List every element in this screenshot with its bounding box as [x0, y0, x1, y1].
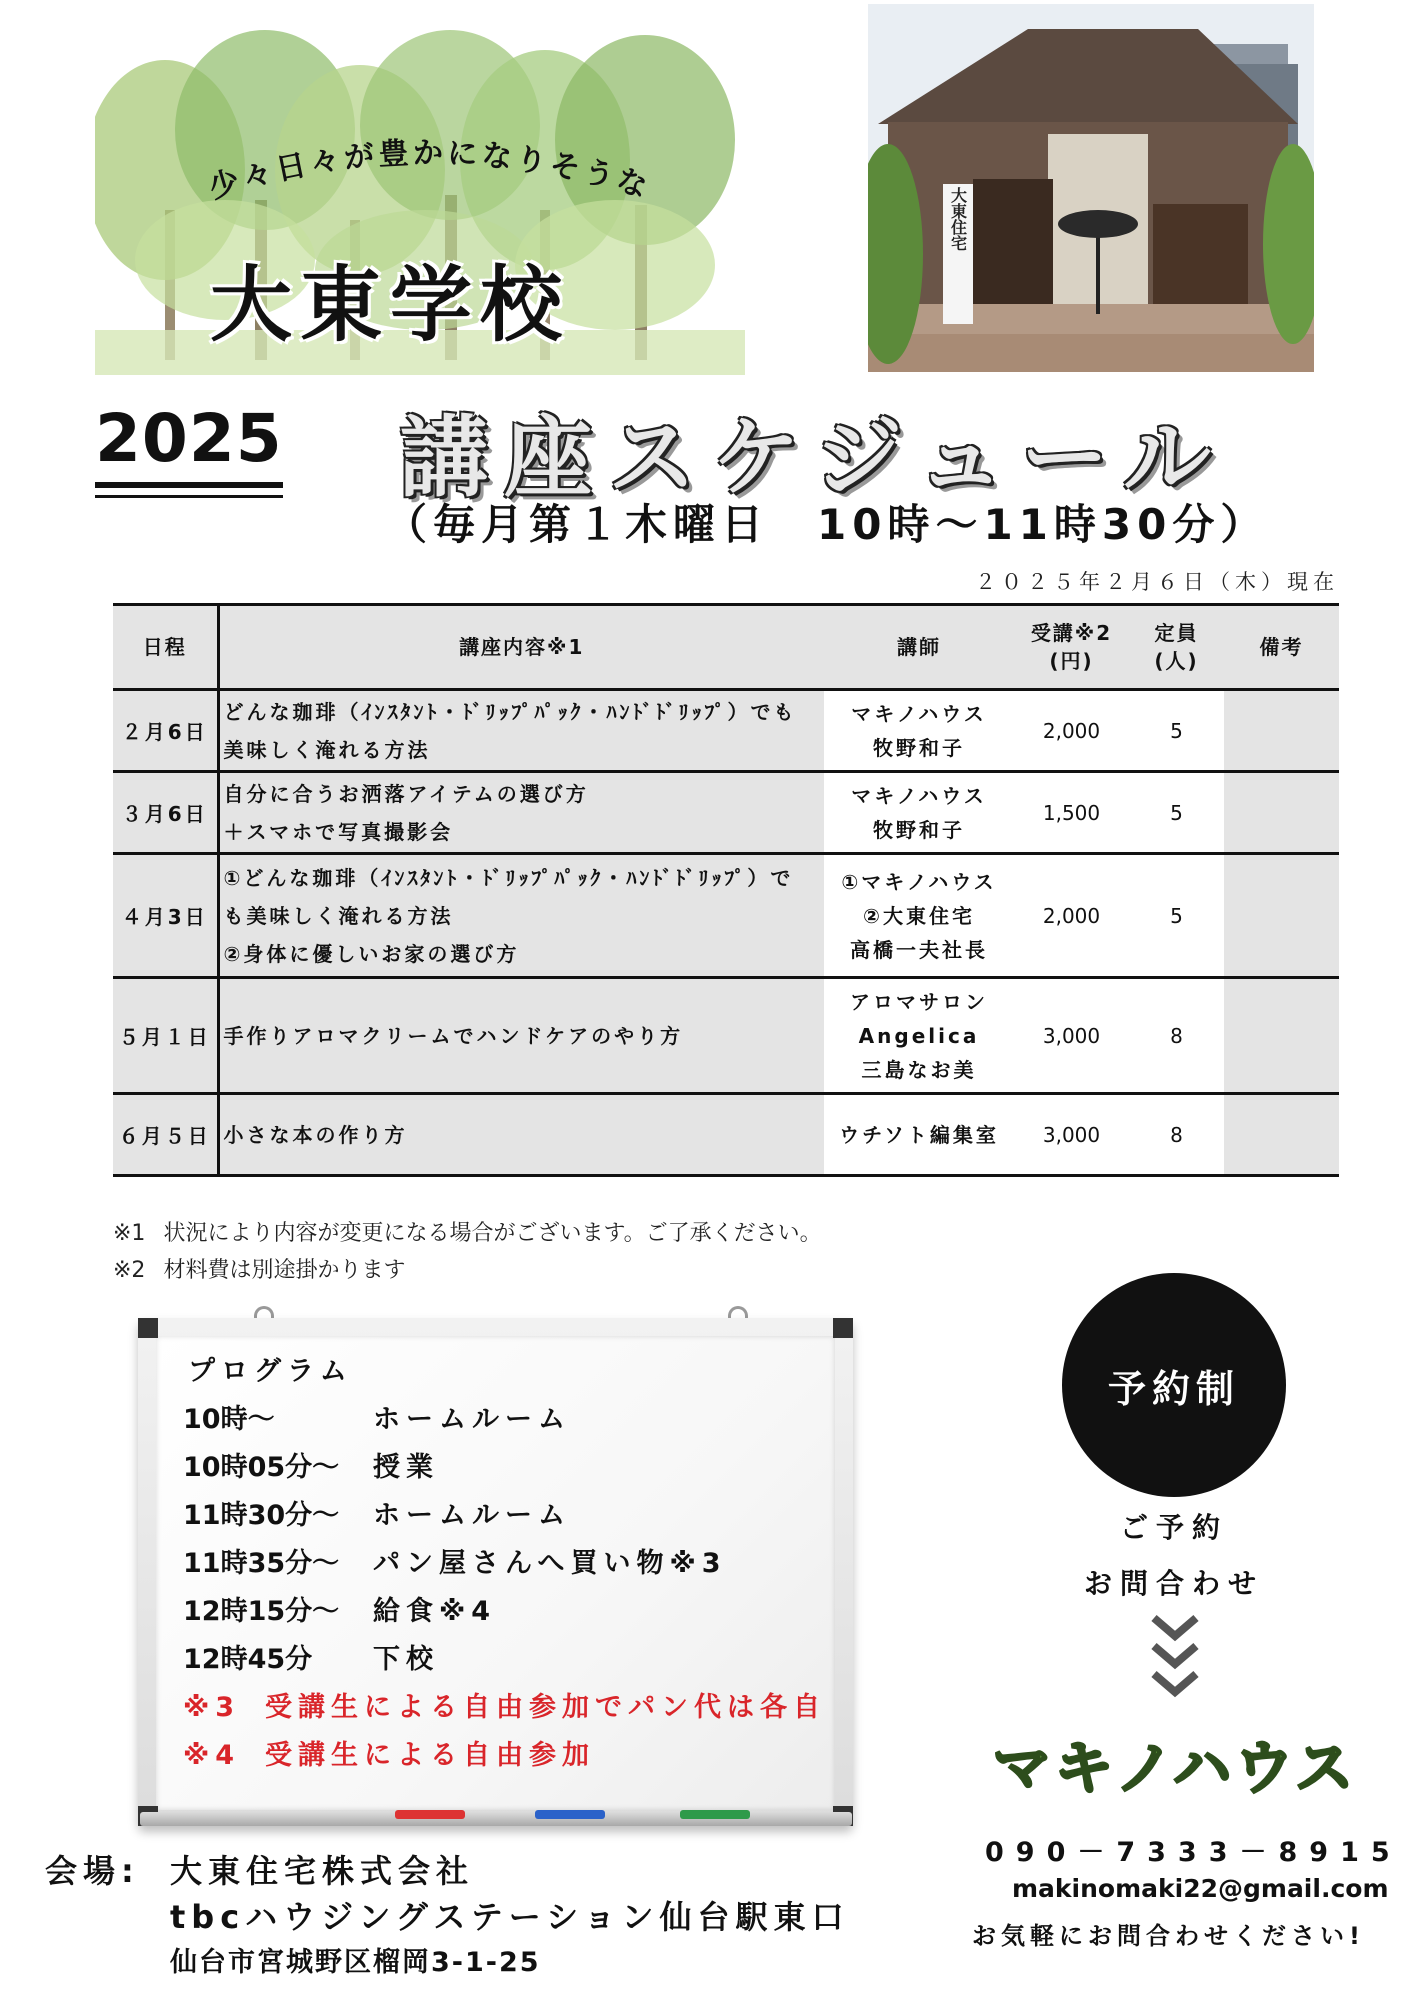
program-item: 10時～ ホームルーム	[183, 1404, 571, 1435]
phone-number[interactable]: 090－7333－8915	[985, 1837, 1402, 1868]
contact-heading: ご予約 お問合わせ	[1083, 1511, 1264, 1600]
chevron-down-icon	[1148, 1612, 1202, 1704]
program-note: ※4 受講生による自由参加	[183, 1740, 595, 1771]
schedule-time-subtitle: （毎月第１木曜日 10時～11時30分）	[385, 500, 1269, 549]
venue-address: 仙台市宮城野区榴岡3-1-25	[170, 1947, 541, 1978]
row-fee: 3,000	[1014, 978, 1129, 1094]
whiteboard-corner	[833, 1318, 853, 1338]
row-date: ５月１日	[113, 978, 218, 1094]
footnote: ※2 材料費は別途掛かります	[113, 1258, 406, 1283]
row-note	[1224, 854, 1339, 978]
header-fee: 受講※2 (円)	[1014, 605, 1129, 690]
table-header-row	[113, 605, 1339, 690]
table-row	[113, 978, 1339, 1094]
green-marker-icon	[680, 1810, 750, 1819]
table-row	[113, 1094, 1339, 1176]
whiteboard-corner	[138, 1318, 158, 1338]
venue-info	[45, 1848, 850, 1986]
table-row	[113, 854, 1339, 978]
row-capacity: 5	[1129, 854, 1224, 978]
building-photo	[868, 4, 1314, 372]
venue-label: 会場:	[45, 1852, 140, 1890]
program-item: 12時15分～ 給食※4	[183, 1596, 497, 1627]
header-date: 日程	[113, 605, 218, 690]
footnotes	[113, 1215, 822, 1289]
school-title: 大東学校	[210, 258, 571, 353]
row-fee: 1,500	[1014, 772, 1129, 854]
makino-house-logo	[980, 1722, 1370, 1810]
row-date: ３月6日	[113, 772, 218, 854]
program-item: 12時45分 下校	[183, 1644, 439, 1675]
row-content: 小さな本の作り方	[218, 1094, 824, 1176]
table-row	[113, 772, 1339, 854]
row-teacher: アロマサロン Angelica 三島なお美	[824, 978, 1014, 1094]
program-item: 11時35分～ パン屋さんへ買い物※3	[183, 1548, 727, 1579]
red-marker-icon	[395, 1810, 465, 1819]
program-note: ※3 受講生による自由参加でパン代は各自	[183, 1692, 826, 1723]
schedule-title: 講座スケジュール	[400, 406, 1227, 509]
header-content: 講座内容※1	[218, 605, 824, 690]
table-row	[113, 690, 1339, 772]
venue-name: 大東住宅株式会社	[170, 1852, 475, 1890]
row-note	[1224, 1094, 1339, 1176]
tagline-arc	[150, 138, 710, 228]
program-item: 11時30分～ ホームルーム	[183, 1500, 571, 1531]
program-item: 10時05分～ 授業	[183, 1452, 439, 1483]
program-list	[183, 1348, 826, 1780]
row-content: 手作りアロマクリームでハンドケアのやり方	[218, 978, 824, 1094]
row-teacher: ウチソト編集室	[824, 1094, 1014, 1176]
header-capacity: 定員 (人)	[1129, 605, 1224, 690]
header-teacher: 講師	[824, 605, 1014, 690]
row-note	[1224, 690, 1339, 772]
email-address[interactable]: makinomaki22@gmail.com	[1012, 1874, 1389, 1903]
row-capacity: 8	[1129, 978, 1224, 1094]
row-content: 自分に合うお洒落アイテムの選び方 ＋スマホで写真撮影会	[218, 772, 824, 854]
row-capacity: 5	[1129, 690, 1224, 772]
row-date: ２月6日	[113, 690, 218, 772]
row-teacher: マキノハウス 牧野和子	[824, 690, 1014, 772]
as-of-date: ２０２５年２月６日（木）現在	[975, 570, 1339, 594]
row-teacher: マキノハウス 牧野和子	[824, 772, 1014, 854]
row-teacher: ①マキノハウス ②大東住宅 高橋一夫社長	[824, 854, 1014, 978]
row-capacity: 5	[1129, 772, 1224, 854]
blue-marker-icon	[535, 1810, 605, 1819]
svg-text:大東住宅: 大東住宅	[948, 187, 968, 251]
row-capacity: 8	[1129, 1094, 1224, 1176]
program-heading: プログラム	[188, 1356, 353, 1387]
row-date: ６月５日	[113, 1094, 218, 1176]
row-fee: 3,000	[1014, 1094, 1129, 1176]
row-note	[1224, 978, 1339, 1094]
row-content: どんな珈琲（ｲﾝｽﾀﾝﾄ・ﾄﾞﾘｯﾌﾟﾊﾟｯｸ・ﾊﾝﾄﾞﾄﾞﾘｯﾌﾟ）でも 美味しく淹れる方法	[218, 690, 824, 772]
row-date: ４月3日	[113, 854, 218, 978]
year-label: 2025	[95, 398, 283, 488]
svg-text:マキノハウス: マキノハウス	[992, 1734, 1358, 1802]
row-fee: 2,000	[1014, 854, 1129, 978]
header-note: 備考	[1224, 605, 1339, 690]
reservation-badge: 予約制	[1062, 1273, 1286, 1497]
footnote: ※1 状況により内容が変更になる場合がございます。ご了承ください。	[113, 1221, 822, 1246]
venue-station: tbcハウジングステーション仙台駅東口	[170, 1898, 850, 1936]
schedule-table	[113, 603, 1339, 1177]
row-fee: 2,000	[1014, 690, 1129, 772]
svg-text:少々日々が豊かになりそうな: 少々日々が豊かになりそうな	[204, 138, 656, 207]
row-content: ①どんな珈琲（ｲﾝｽﾀﾝﾄ・ﾄﾞﾘｯﾌﾟﾊﾟｯｸ・ﾊﾝﾄﾞﾄﾞﾘｯﾌﾟ）で も美味しく淹れる方法 ②身体に優しいお家の選び方	[218, 854, 824, 978]
row-note	[1224, 772, 1339, 854]
contact-message: お気軽にお問合わせください!	[972, 1922, 1365, 1950]
